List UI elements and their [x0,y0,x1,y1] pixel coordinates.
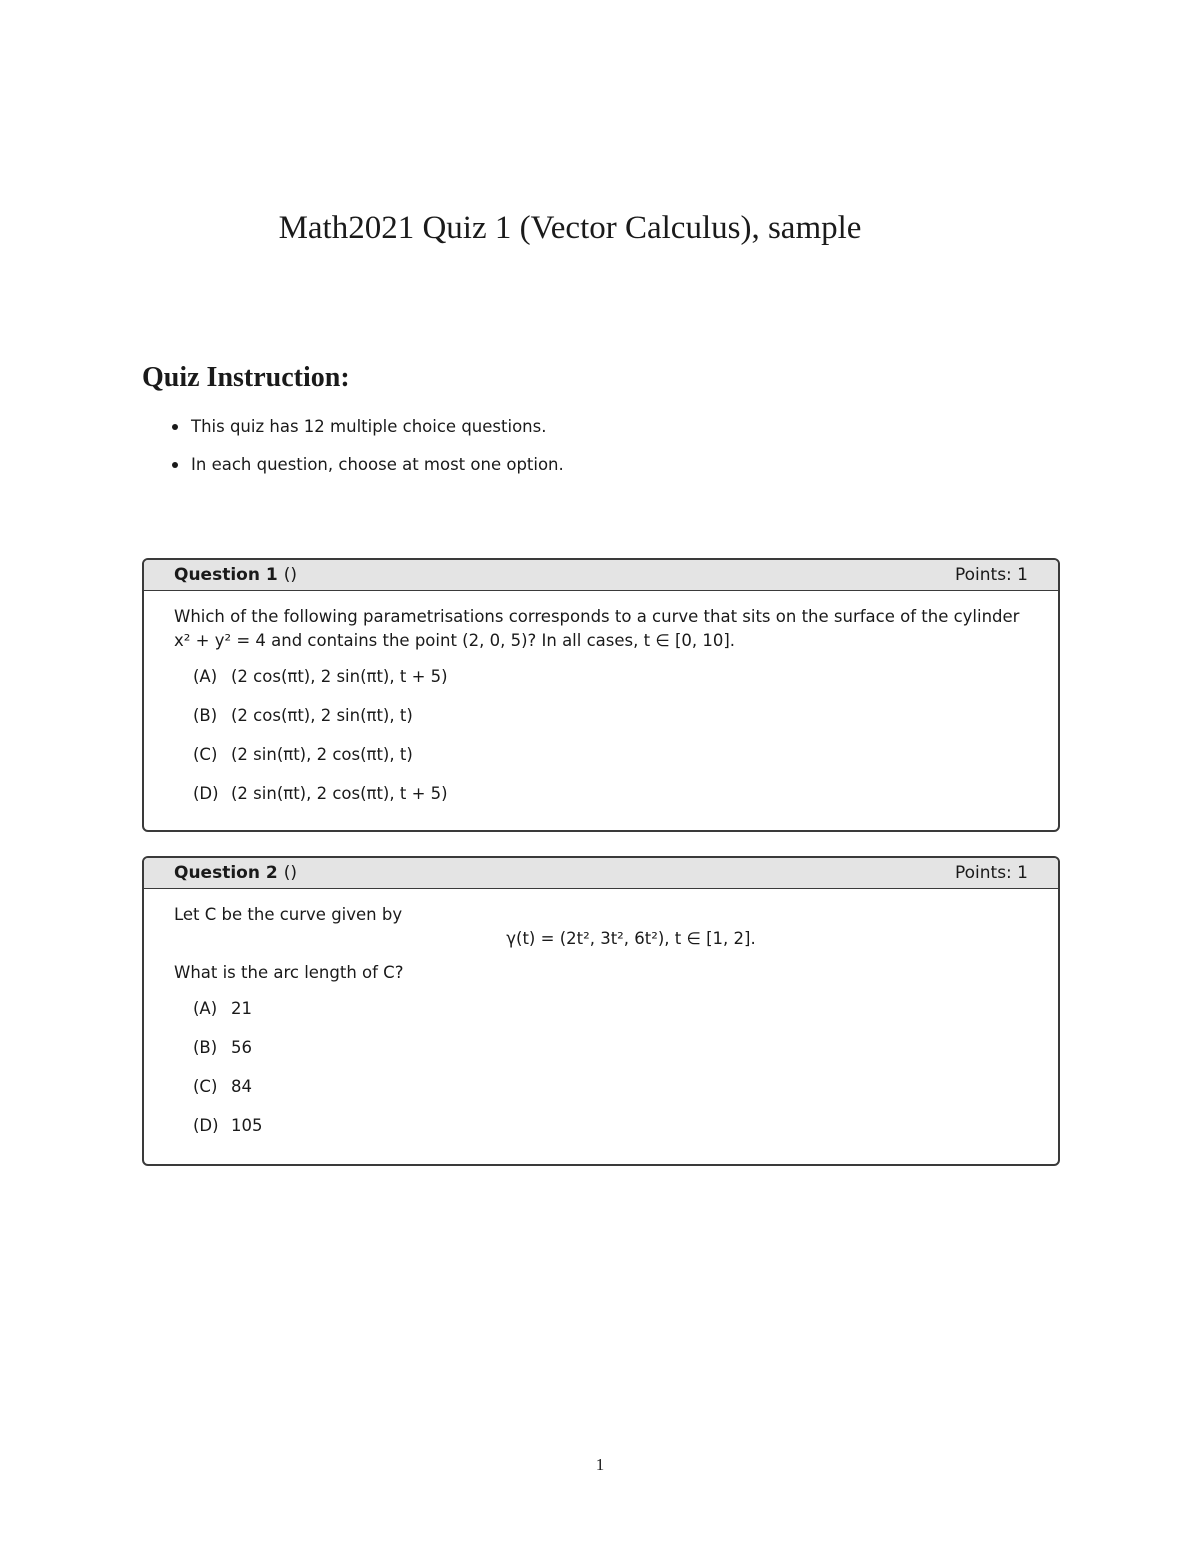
question-2-body [144,889,1058,1153]
question-2-equation: γ(t) = (2t², 3t², 6t²), t ∈ [1, 2]. [506,929,756,948]
question-2-paren: () [283,863,297,883]
option-c[interactable] [193,743,1028,782]
instruction-text: In each question, choose at most one option. [191,455,564,474]
question-2-box [142,856,1060,1166]
instruction-item [172,453,564,491]
option-text: 105 [231,1116,263,1135]
option-text: 56 [231,1038,252,1057]
question-1-box [142,558,1060,832]
option-text: (2 sin(πt), 2 cos(πt), t + 5) [231,784,448,803]
instruction-item [172,415,564,453]
option-letter: (D) [193,784,219,803]
option-letter: (B) [193,1038,218,1057]
option-letter: (A) [193,667,218,686]
question-2-text: Let C be the curve given by [174,905,403,924]
question-2-title-text: Question 2 [174,863,278,883]
instruction-text: This quiz has 12 multiple choice questions. [191,417,547,436]
option-text: (2 cos(πt), 2 sin(πt), t + 5) [231,667,448,686]
question-1-options [174,665,1028,821]
question-1-body [144,591,1058,821]
question-2-points: Points: 1 [954,863,1028,883]
question-1-paren: () [283,565,297,585]
option-text: (2 sin(πt), 2 cos(πt), t) [231,745,413,764]
page-number: 1 [595,1455,605,1474]
option-a[interactable] [193,665,1028,704]
question-1-text: Which of the following parametrisations corresponds to a curve that sits on the surface of the cylinder x² + y² = 4 and contains the point (2, 0, 5)? In all cases, t ∈ [0, 10]. [174,607,1020,650]
option-letter: (A) [193,999,218,1018]
question-2-options [174,997,1028,1153]
question-1-points: Points: 1 [954,565,1028,585]
option-letter: (B) [193,706,218,725]
option-text: 21 [231,999,252,1018]
option-text: 84 [231,1077,252,1096]
question-1-title-text: Question 1 [174,565,278,585]
option-letter: (C) [193,1077,218,1096]
option-c[interactable] [193,1075,1028,1114]
document-title: Math2021 Quiz 1 (Vector Calculus), sample [278,210,862,246]
question-1-title [174,565,297,585]
question-2-title [174,863,297,883]
option-a[interactable] [193,997,1028,1036]
option-b[interactable] [193,704,1028,743]
question-2-header [144,858,1058,889]
bullet-icon [172,462,178,468]
question-1-header [144,560,1058,591]
option-letter: (C) [193,745,218,764]
option-text: (2 cos(πt), 2 sin(πt), t) [231,706,413,725]
option-d[interactable] [193,1114,1028,1153]
instructions-list [172,415,564,491]
bullet-icon [172,424,178,430]
option-b[interactable] [193,1036,1028,1075]
instructions-heading: Quiz Instruction: [142,362,350,393]
question-2-after-text: What is the arc length of C? [174,963,404,982]
option-letter: (D) [193,1116,219,1135]
option-d[interactable] [193,782,1028,821]
